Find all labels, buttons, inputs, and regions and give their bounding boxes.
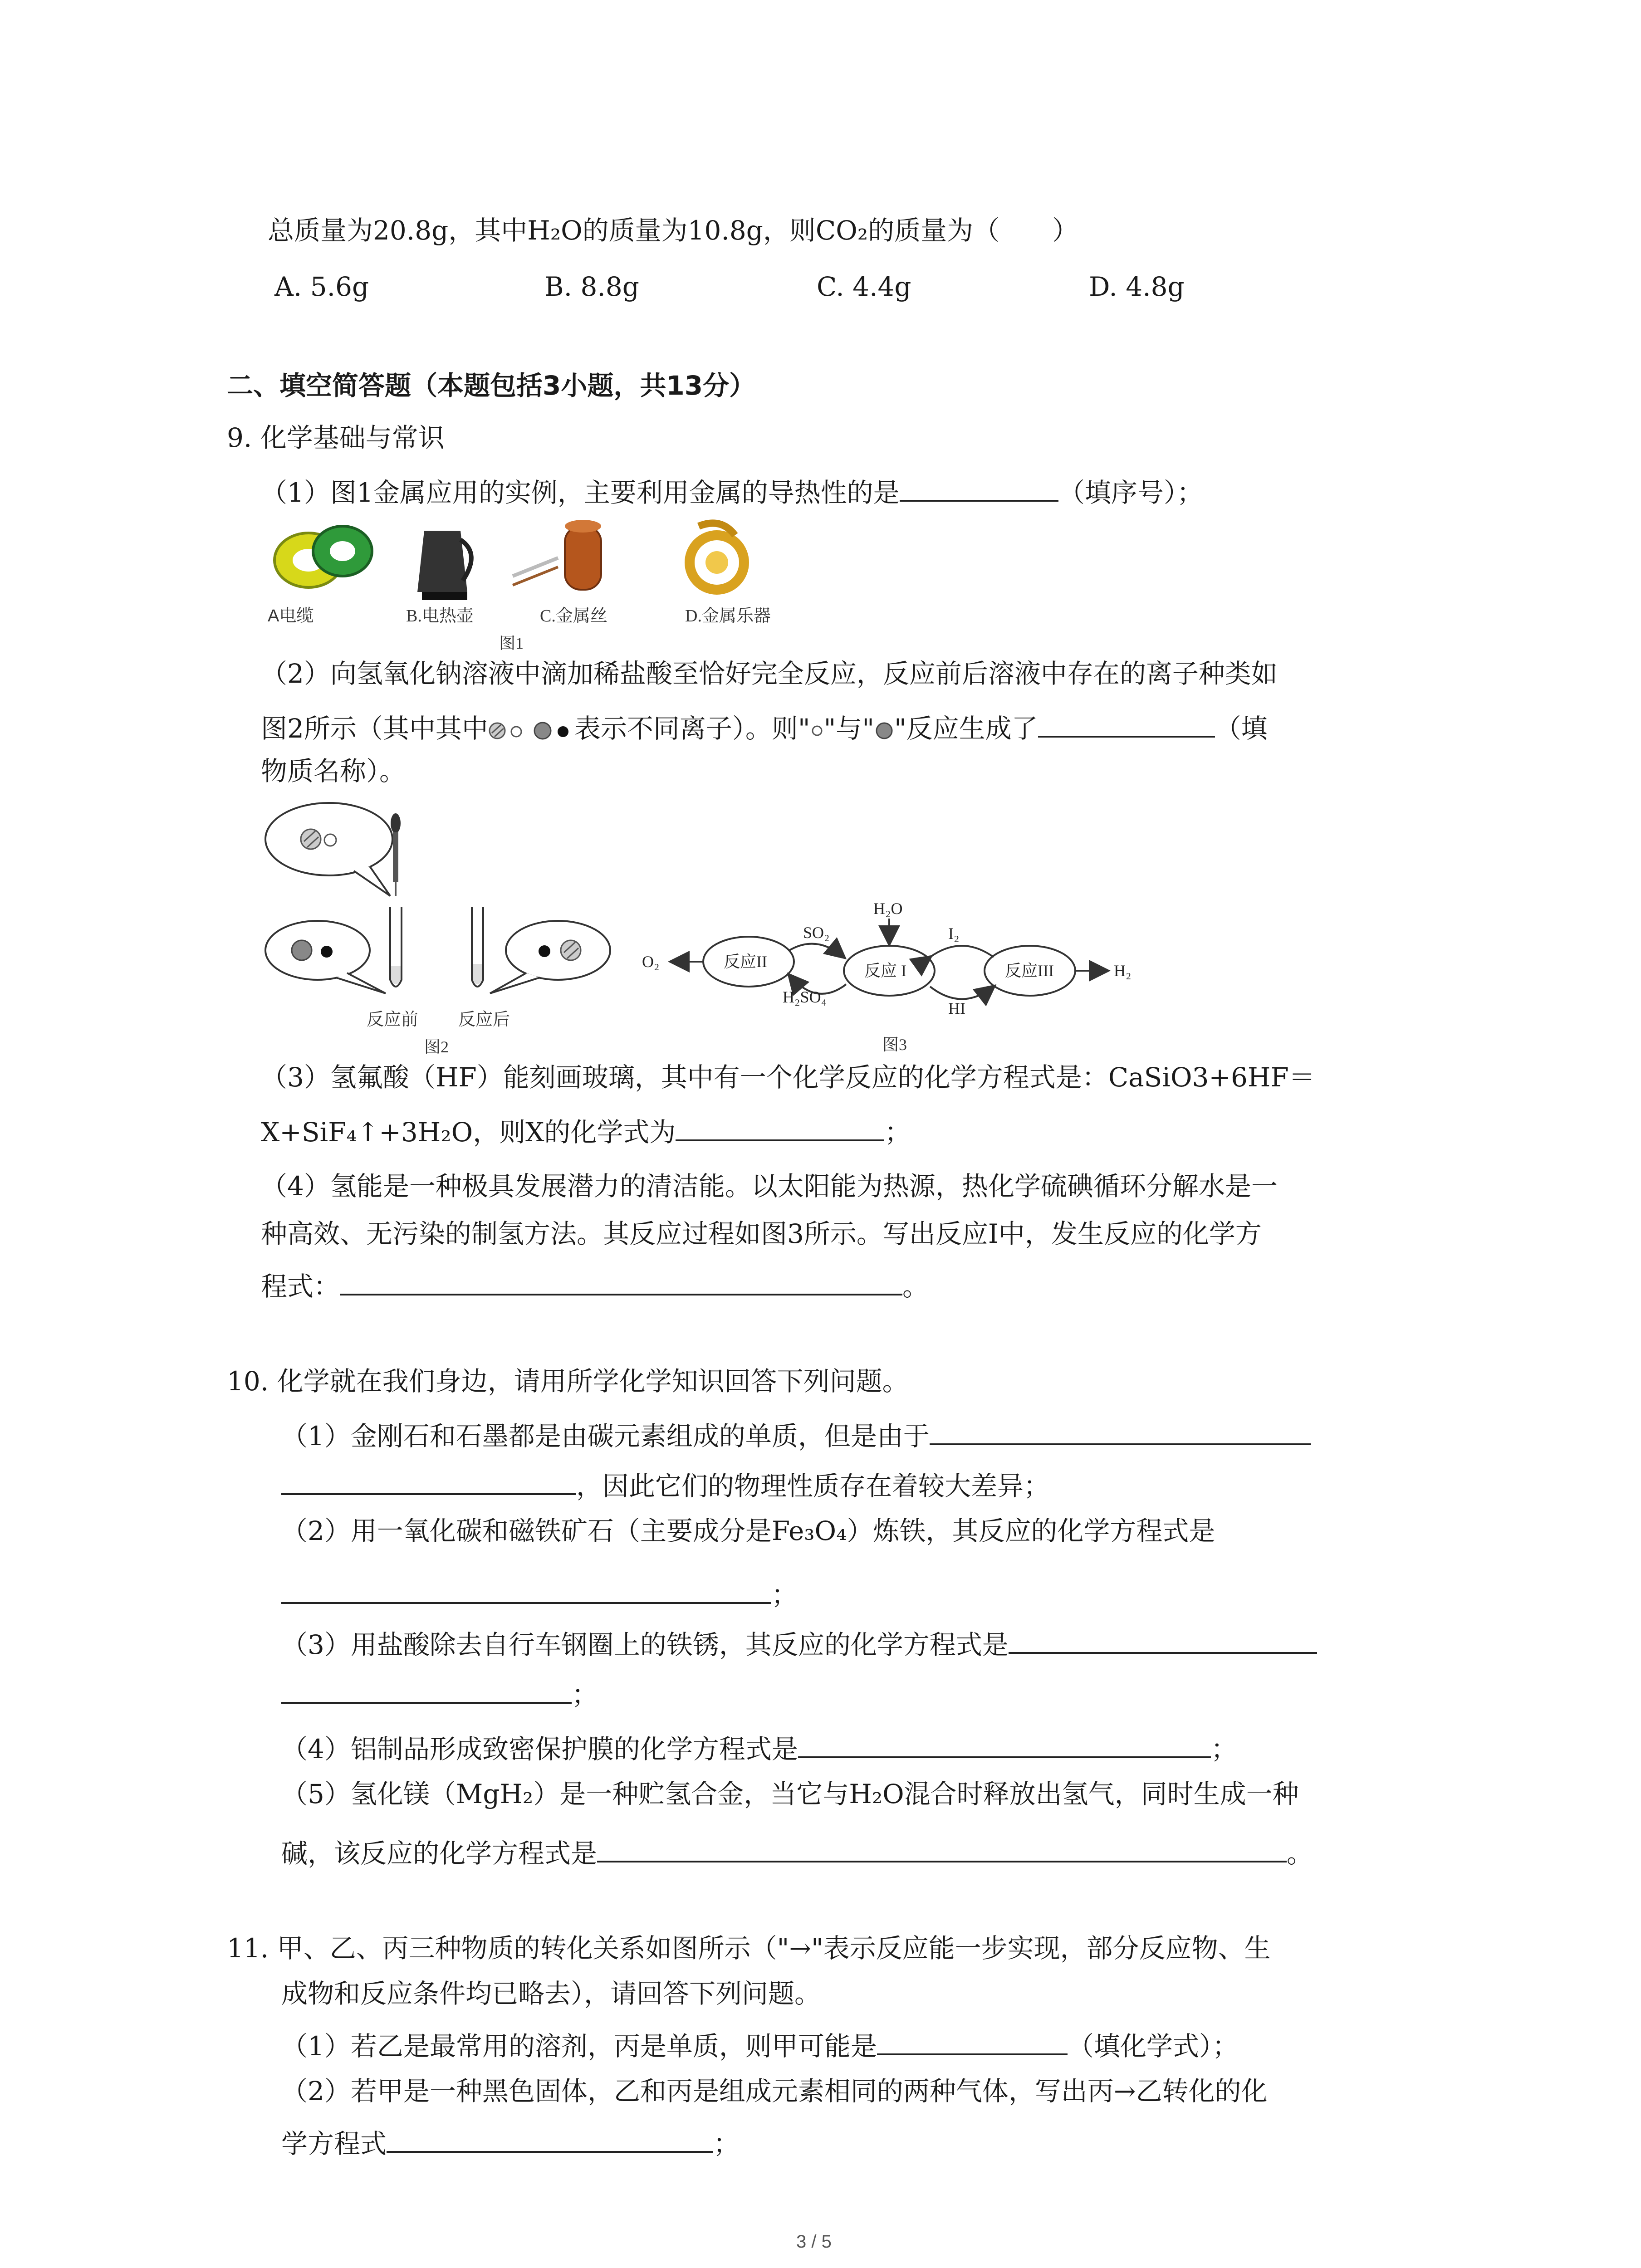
answer-blank[interactable]: [281, 1574, 771, 1604]
q9-part1: （1）图1金属应用的实例，主要利用金属的导热性的是 （填序号）；: [261, 472, 1203, 511]
q10-part1-line2: ，因此它们的物理性质存在着较大差异；: [281, 1465, 1050, 1504]
q8-option-c: C. 4.4g: [817, 271, 911, 302]
q11-part2-line1: （2）若甲是一种黑色固体，乙和丙是组成元素相同的两种气体，写出丙→乙转化的化: [281, 2076, 1268, 2107]
q8-option-d: D. 4.8g: [1089, 271, 1185, 302]
test-tube-after: [472, 907, 483, 987]
answer-blank[interactable]: [930, 1415, 1311, 1445]
q10-title: 10. 化学就在我们身边，请用所学化学知识回答下列问题。: [227, 1366, 909, 1397]
answer-blank[interactable]: [387, 2123, 713, 2153]
speech-bubble-left: [265, 921, 386, 993]
node-label-1: 反应 I: [864, 962, 906, 980]
q10-part3-line1: （3）用盐酸除去自行车钢圈上的铁锈，其反应的化学方程式是: [281, 1624, 1317, 1663]
q10-part4: （4）铝制品形成致密保护膜的化学方程式是 ；: [281, 1728, 1237, 1767]
q10-part5-line1: （5）氢化镁（MgH₂）是一种贮氢合金，当它与H₂O混合时释放出氢气，同时生成一种: [281, 1779, 1299, 1809]
test-tube-before: [390, 907, 402, 987]
answer-blank[interactable]: [676, 1111, 884, 1141]
q9-part4-line3: 程式： 。: [261, 1266, 929, 1305]
answer-blank[interactable]: [798, 1728, 1211, 1758]
q10-part2-line1: （2）用一氧化碳和磁铁矿石（主要成分是Fe₃O₄）炼铁，其反应的化学方程式是: [281, 1515, 1215, 1546]
fig1-label-a: A电缆: [268, 606, 314, 626]
q10-part2-line2: ；: [281, 1574, 798, 1613]
figure-1: [268, 513, 812, 662]
label-so2: SO₂: [803, 924, 830, 942]
q10-part3-line2: ；: [281, 1674, 598, 1713]
label-hi: HI: [948, 999, 965, 1017]
answer-blank[interactable]: [281, 1465, 576, 1495]
ion-gray-icon: [874, 721, 894, 741]
answer-blank[interactable]: [597, 1833, 1287, 1862]
answer-blank[interactable]: [281, 1674, 572, 1704]
q9-part4-line1: （4）氢能是一种极具发展潜力的清洁能。以太阳能为热源，热化学硫碘循环分解水是一: [261, 1171, 1278, 1202]
speech-bubble-right: [490, 921, 610, 993]
q9-part4-line2: 种高效、无污染的制氢方法。其反应过程如图3所示。写出反应I中，发生反应的化学方: [261, 1218, 1262, 1249]
node-label-3: 反应III: [1005, 962, 1054, 980]
speech-bubble-top: [265, 803, 392, 896]
page-number: 3 / 5: [796, 2232, 832, 2252]
horn-image: [690, 523, 744, 590]
fig3-caption: 图3: [882, 1036, 907, 1054]
figure-3: [635, 894, 1161, 1061]
figure-2: [263, 798, 617, 1061]
label-i2: I₂: [948, 924, 960, 943]
q11-part1: （1）若乙是最常用的溶剂，丙是单质，则甲可能是 （填化学式）；: [281, 2025, 1239, 2064]
q11-line2: 成物和反应条件均已略去），请回答下列问题。: [281, 1978, 821, 2009]
answer-blank[interactable]: [340, 1266, 902, 1295]
q8-option-a: A. 5.6g: [274, 271, 369, 302]
q8-option-b: B. 8.8g: [544, 271, 639, 302]
fig1-caption: 图1: [499, 634, 524, 652]
q10-part1-line1: （1）金刚石和石墨都是由碳元素组成的单质，但是由于: [281, 1415, 1311, 1454]
label-h2o: H₂O: [873, 899, 903, 918]
section-heading: 二、填空简答题（本题包括3小题，共13分）: [227, 370, 756, 401]
q11-part2-line2: 学方程式 ；: [281, 2123, 740, 2162]
q9-part2-line1: （2）向氢氧化钠溶液中滴加稀盐酸至恰好完全反应，反应前后溶液中存在的离子种类如: [261, 658, 1278, 689]
q9-title: 9. 化学基础与常识: [227, 422, 445, 453]
q8-stem: 总质量为20.8g，其中H₂O的质量为10.8g，则CO₂的质量为（ ）: [268, 215, 1079, 246]
q11-line1: 11. 甲、乙、丙三种物质的转化关系如图所示（"→"表示反应能一步实现，部分反应物、生: [227, 1933, 1271, 1964]
wire-image: [513, 520, 601, 590]
fig2-caption: 图2: [424, 1038, 449, 1056]
label-h2so4: H₂SO₄: [783, 988, 827, 1006]
cable-image: [274, 526, 372, 587]
label-h2: H₂: [1114, 962, 1132, 980]
answer-blank[interactable]: [877, 2025, 1068, 2055]
answer-blank[interactable]: [1038, 708, 1215, 738]
fig1-label-d: D.金属乐器: [685, 606, 771, 626]
q10-part5-line2: 碱，该反应的化学方程式是 。: [281, 1833, 1313, 1872]
fig2-label-after: 反应后: [458, 1010, 510, 1029]
q9-part2-line3: 物质名称）。: [261, 756, 406, 787]
fig2-label-before: 反应前: [367, 1010, 419, 1029]
ion-white-icon: [810, 722, 824, 740]
kettle-image: [417, 531, 471, 600]
answer-blank[interactable]: [1009, 1624, 1317, 1654]
q9-part2-line2: 图2所示（其中其中 表示不同离子）。则" "与" "反应生成了 （填: [261, 708, 1268, 747]
label-o2: O₂: [642, 953, 660, 971]
answer-blank[interactable]: [900, 472, 1058, 502]
q9-part3-line1: （3）氢氟酸（HF）能刻画玻璃，其中有一个化学反应的化学方程式是：CaSiO3+6HF＝: [261, 1062, 1315, 1093]
dropper-icon: [391, 813, 401, 896]
q9-part3-line2: X+SiF₄↑+3H₂O，则X的化学式为 ；: [261, 1111, 911, 1150]
fig1-label-b: B.电热壶: [406, 606, 474, 626]
node-label-2: 反应II: [724, 953, 767, 971]
ion-symbols-icon: [488, 719, 574, 742]
fig1-label-c: C.金属丝: [540, 606, 607, 626]
